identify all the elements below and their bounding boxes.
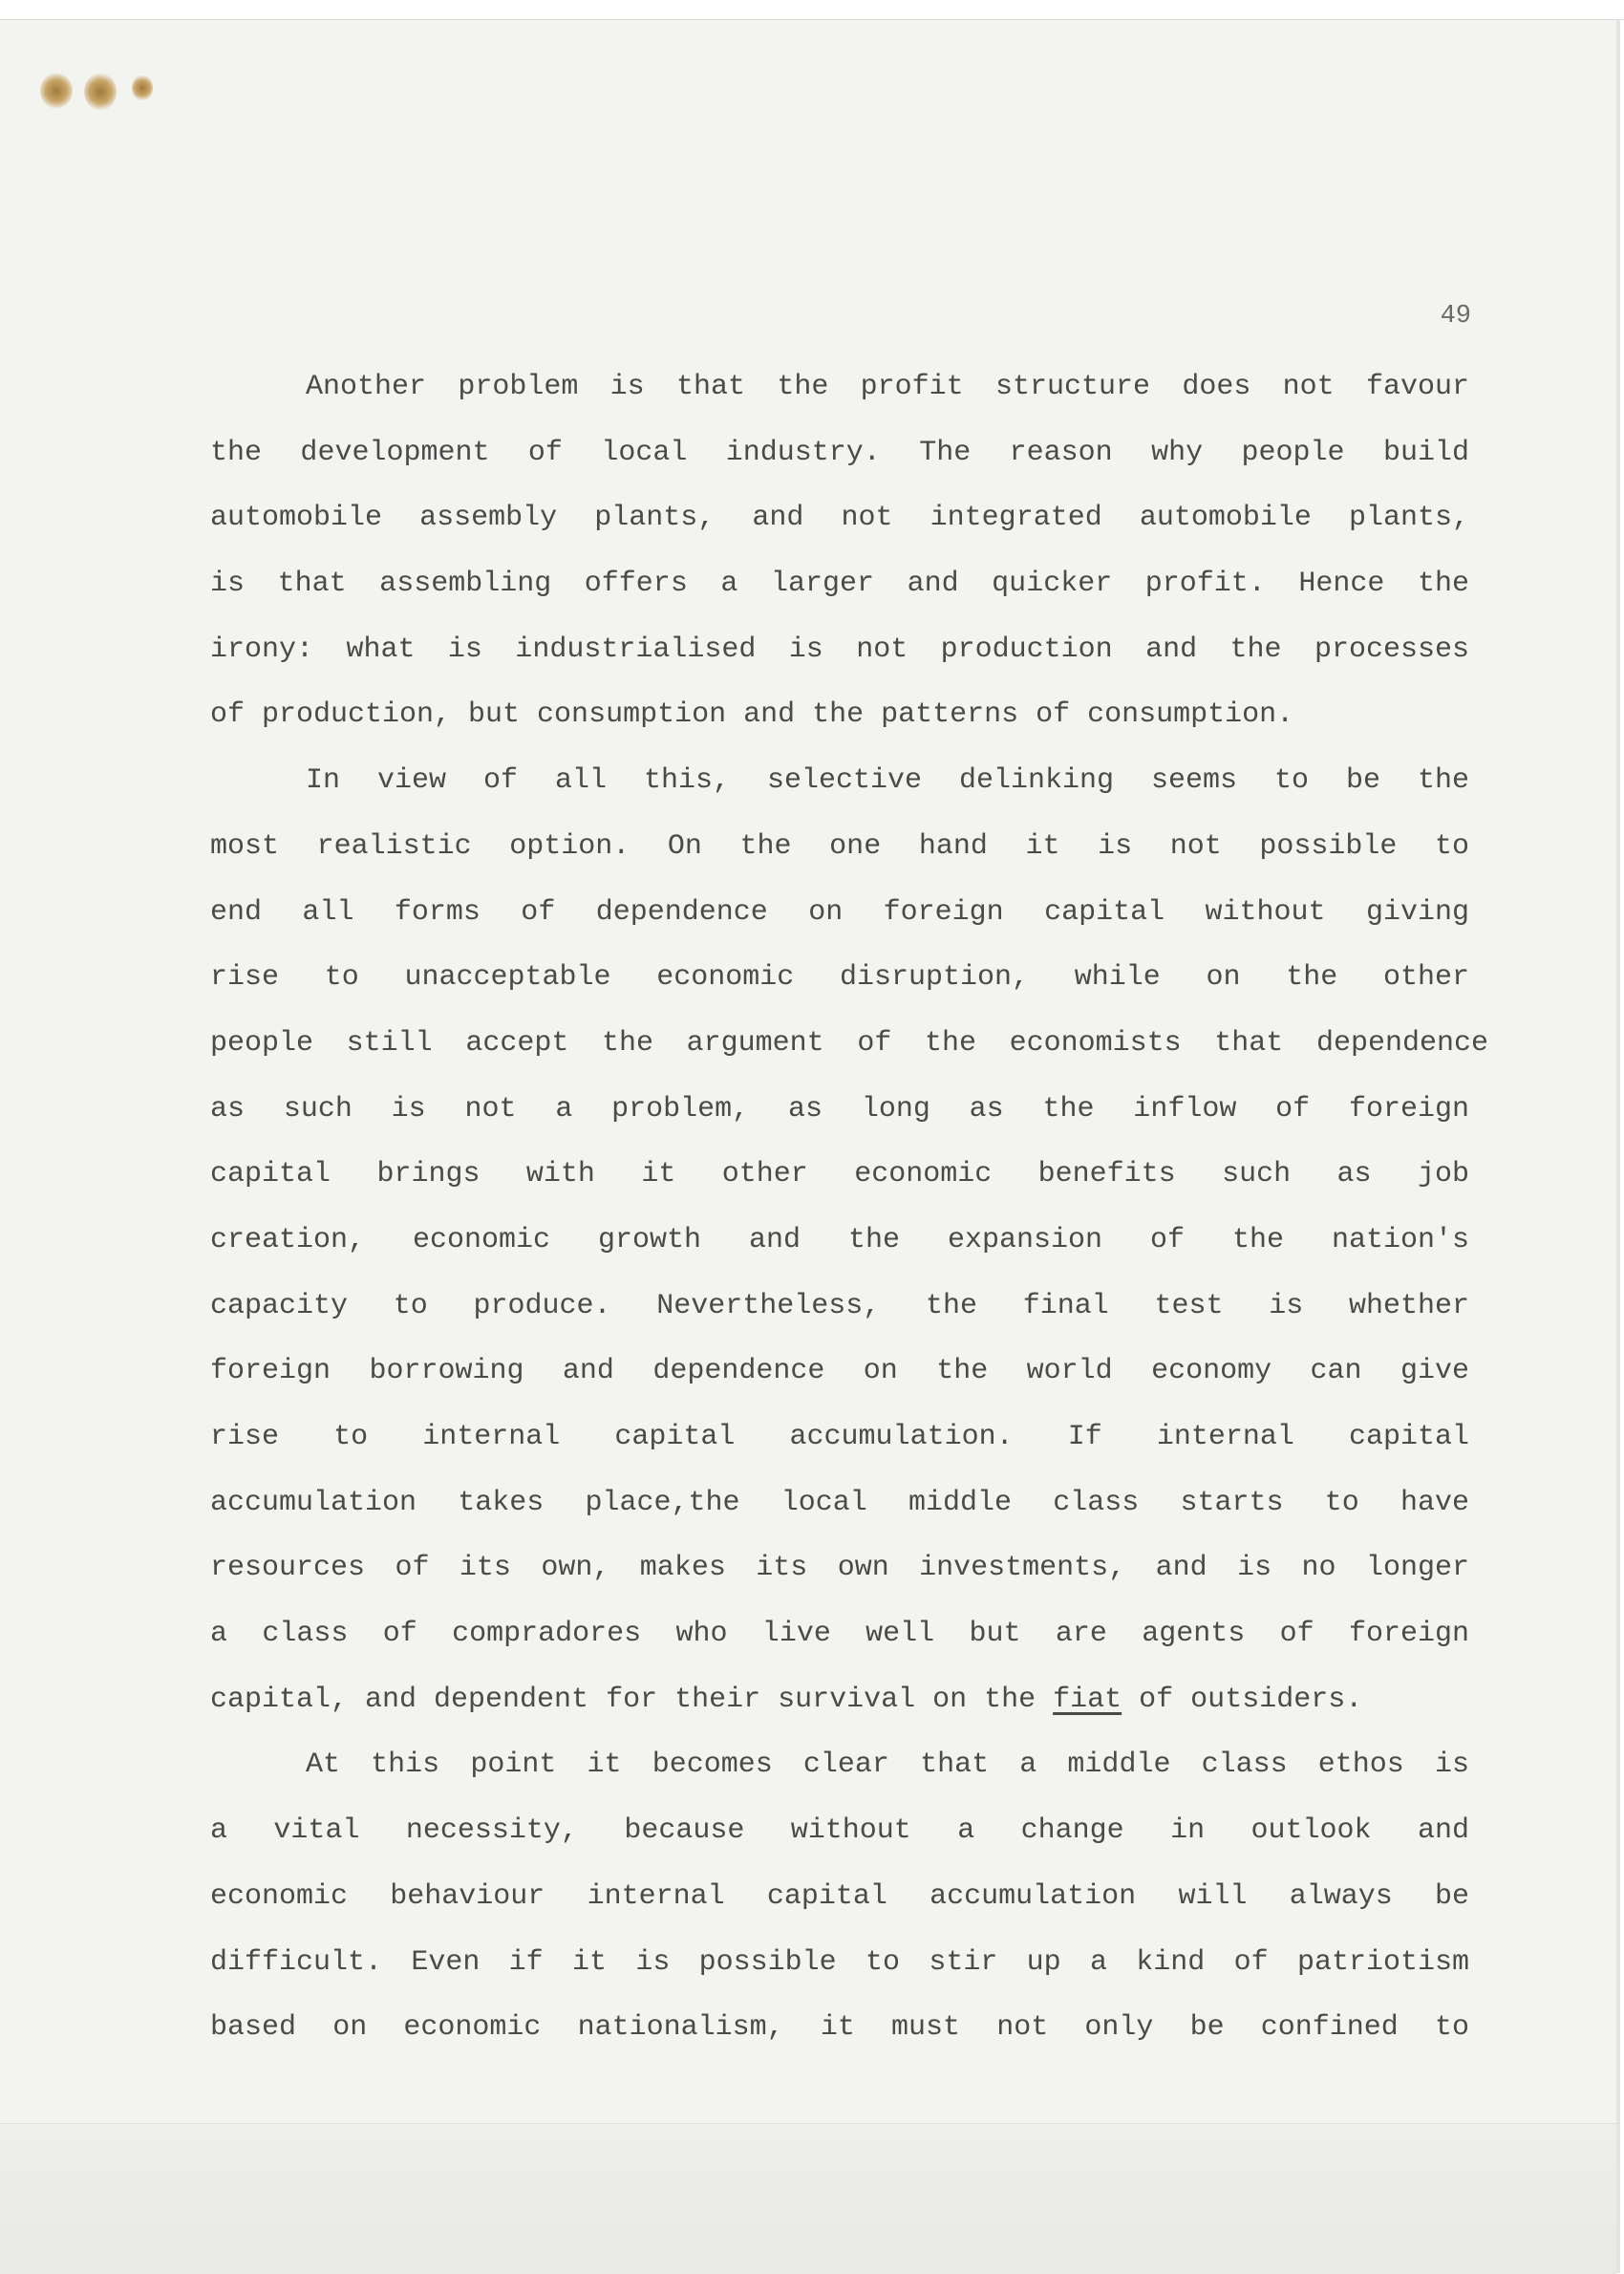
text-line: resources of its own, makes its own investments, and is no longer (210, 1552, 1469, 1585)
text-line: of production, but consumption and the patterns of consumption. (210, 698, 1294, 732)
text-line: rise to internal capital accumulation. If internal capital (210, 1421, 1469, 1453)
staple-rust-stain (40, 73, 73, 109)
text-line-segment: capital, and dependent for their survival on the (210, 1683, 1054, 1716)
text-line: creation, economic growth and the expansion of the nation's (210, 1223, 1469, 1256)
text-line: foreign borrowing and dependence on the world economy can give (210, 1355, 1469, 1388)
text-line: is that assembling offers a larger and quicker profit. Hence the (210, 568, 1469, 601)
text-line: At this point it becomes clear that a middle class ethos is (306, 1748, 1469, 1782)
text-line (210, 1667, 1469, 1733)
text-line: rise to unacceptable economic disruption, while on the other (210, 961, 1469, 995)
text-line-segment: of outsiders. (1122, 1683, 1363, 1716)
text-line: most realistic option. On the one hand it is not possible to (210, 829, 1469, 863)
staple-rust-stain (132, 75, 153, 101)
text-line: irony: what is industrialised is not production and the processes (210, 633, 1469, 666)
text-line: based on economic nationalism, it must not only be confined to (210, 2011, 1469, 2045)
text-line: the development of local industry. The reason why people build (210, 436, 1469, 469)
text-line: Another problem is that the profit structure does not favour (306, 371, 1469, 403)
text-line: difficult. Even if it is possible to stir up a kind of patriotism (210, 1945, 1469, 1979)
underlined-word: fiat (1053, 1683, 1122, 1716)
text-line: automobile assembly plants, and not integrated automobile plants, (210, 502, 1469, 535)
page-number: 49 (1440, 302, 1471, 331)
text-line: capital brings with it other economic benefits such as job (210, 1158, 1469, 1191)
staple-rust-stain (84, 73, 117, 111)
text-line: as such is not a problem, as long as the inflow of foreign (210, 1092, 1469, 1126)
text-line: In view of all this, selective delinking seems to be the (306, 764, 1469, 798)
text-line: accumulation takes place,the local middle class starts to have (210, 1486, 1469, 1519)
body-text (210, 354, 1488, 2061)
text-line: end all forms of dependence on foreign capital without giving (210, 895, 1469, 929)
text-line: a class of compradores who live well but are agents of foreign (210, 1618, 1469, 1651)
scan-bottom-band (0, 2123, 1616, 2274)
scan-top-edge (0, 0, 1624, 20)
text-line: a vital necessity, because without a change in outlook and (210, 1814, 1469, 1848)
text-line: capacity to produce. Nevertheless, the final test is whether (210, 1289, 1469, 1322)
text-line: economic behaviour internal capital accumulation will always be (210, 1879, 1469, 1913)
text-line: people still accept the argument of the economists that dependence (210, 1026, 1488, 1060)
